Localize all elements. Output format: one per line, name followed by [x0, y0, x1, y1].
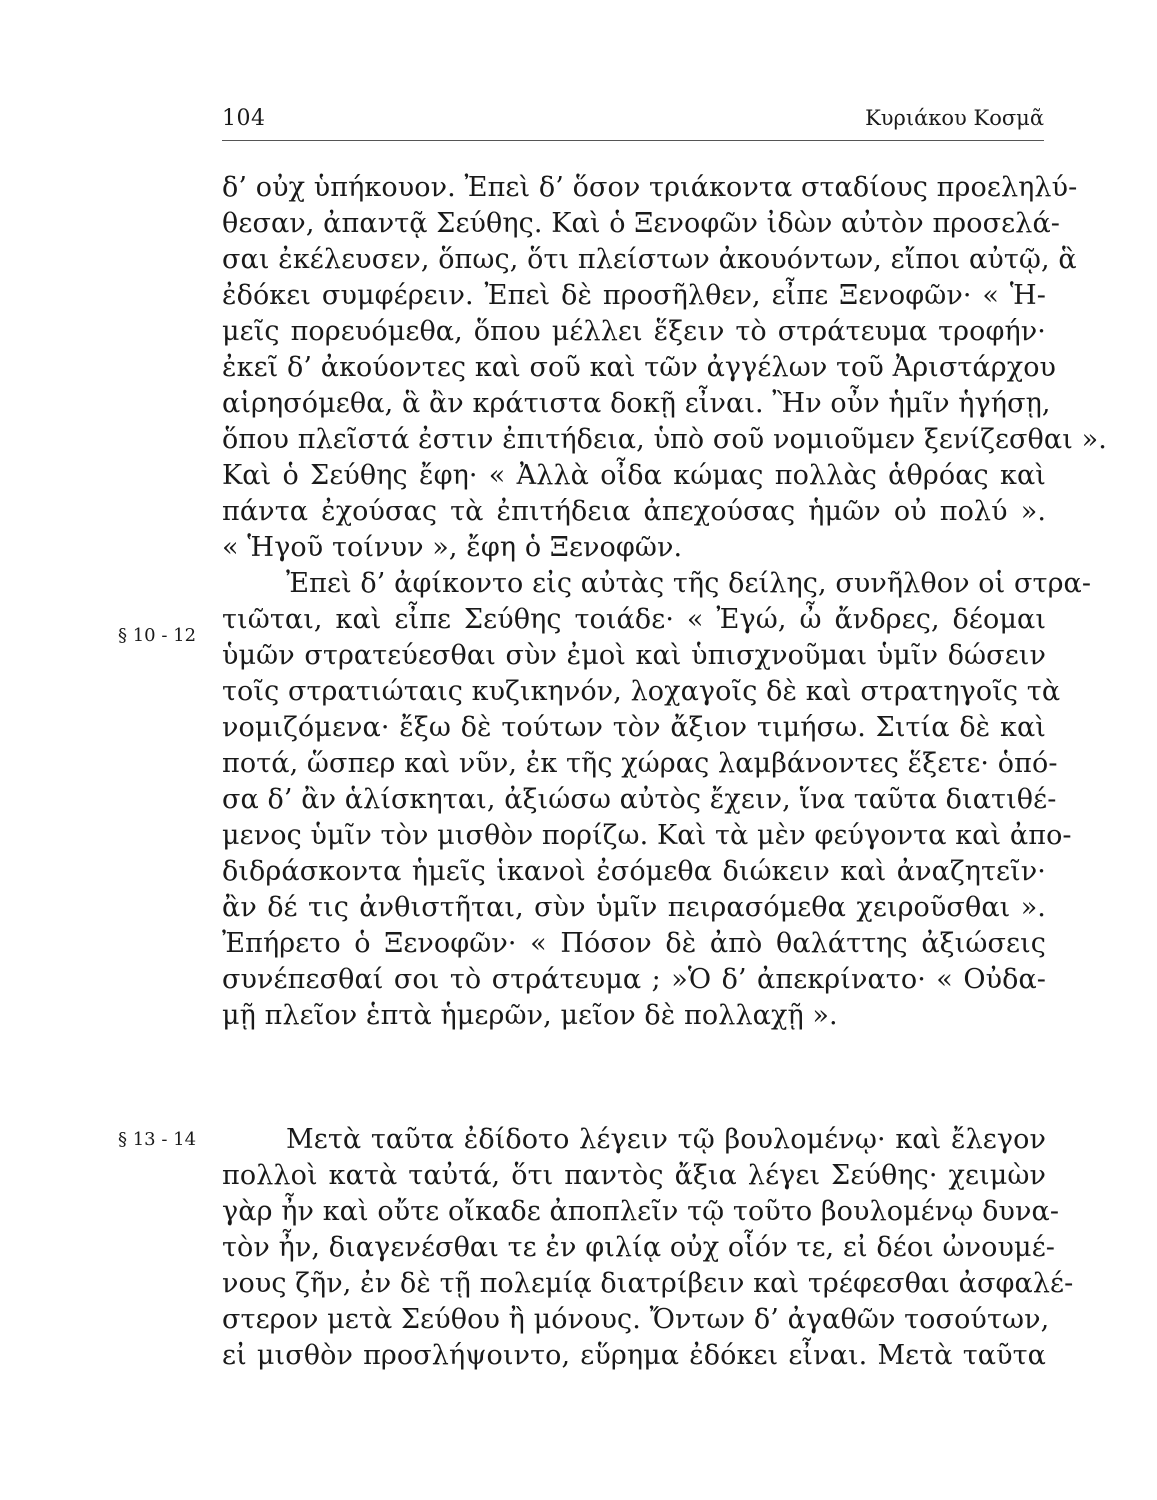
text-line: διδράσκοντα ἡμεῖς ἱκανοὶ ἐσόμεθα διώκειν καὶ ἀναζητεῖν·	[222, 856, 1046, 887]
margin-note-section-13-14: § 13 - 14	[118, 1129, 197, 1150]
text-line: τὸν ἦν, διαγενέσθαι τε ἐν φιλίᾳ οὐχ οἷόν τε, εἰ δέοι ὠνουμέ-	[222, 1232, 1056, 1263]
text-line: μενος ὑμῖν τὸν μισθὸν πορίζω. Καὶ τὰ μὲν φεύγοντα καὶ ἀπο-	[222, 820, 1072, 851]
text-line: σα δ’ ἂν ἁλίσκηται, ἀξιώσω αὐτὸς ἔχειν, ἵνα ταῦτα διατιθέ-	[222, 784, 1057, 815]
running-head: Κυριάκου Κοσμᾶ	[865, 106, 1044, 130]
text-line: ὑμῶν στρατεύεσθαι σὺν ἐμοὶ καὶ ὑπισχνοῦμαι ὑμῖν δώσειν	[222, 640, 1046, 671]
text-line: εἰ μισθὸν προσλήψοιντο, εὕρημα ἐδόκει εἶναι. Μετὰ ταῦτα	[222, 1340, 1046, 1371]
text-line: αἱρησόμεθα, ἃ ἂν κράτιστα δοκῇ εἶναι. Ἢν οὖν ἡμῖν ἡγήσῃ,	[222, 388, 1051, 419]
text-line: « Ἡγοῦ τοίνυν », ἔφη ὁ Ξενοφῶν.	[222, 532, 683, 563]
text-line: ἂν δέ τις ἀνθιστῆται, σὺν ὑμῖν πειρασόμεθα χειροῦσθαι ».	[222, 892, 1046, 923]
text-line: Ἐπήρετο ὁ Ξενοφῶν· « Πόσον δὲ ἀπὸ θαλάττης ἀξιώσεις	[222, 928, 1046, 959]
margin-note-section-10-12: § 10 - 12	[118, 625, 197, 646]
text-line: ὅπου πλεῖστά ἐστιν ἐπιτήδεια, ὑπὸ σοῦ νομιοῦμεν ξενίζεσθαι ».	[222, 424, 1107, 455]
text-line: πάντα ἐχούσας τὰ ἐπιτήδεια ἀπεχούσας ἡμῶν οὐ πολύ ».	[222, 496, 1046, 527]
text-line: πολλοὶ κατὰ ταὐτά, ὅτι παντὸς ἄξια λέγει Σεύθης· χειμὼν	[222, 1160, 1046, 1191]
text-line: θεσαν, ἀπαντᾷ Σεύθης. Καὶ ὁ Ξενοφῶν ἰδὼν αὐτὸν προσελά-	[222, 208, 1061, 239]
text-line: νομιζόμενα· ἔξω δὲ τούτων τὸν ἄξιον τιμήσω. Σιτία δὲ καὶ	[222, 712, 1046, 743]
text-line: Ἐπεὶ δ’ ἀφίκοντο εἰς αὐτὰς τῆς δείλης, συνῆλθον οἱ στρα-	[286, 568, 1092, 599]
text-line: δ’ οὐχ ὑπήκουον. Ἐπεὶ δ’ ὅσον τριάκοντα σταδίους προεληλύ-	[222, 172, 1078, 203]
page-number: 104	[222, 106, 266, 131]
text-line: τοῖς στρατιώταις κυζικηνόν, λοχαγοῖς δὲ καὶ στρατηγοῖς τὰ	[222, 676, 1061, 707]
text-line: ἐδόκει συμφέρειν. Ἐπεὶ δὲ προσῆλθεν, εἶπε Ξενοφῶν· « Ἡ-	[222, 280, 1046, 311]
text-line: ποτά, ὥσπερ καὶ νῦν, ἐκ τῆς χώρας λαμβάνοντες ἕξετε· ὁπό-	[222, 748, 1058, 779]
text-line: μῇ πλεῖον ἑπτὰ ἡμερῶν, μεῖον δὲ πολλαχῇ ».	[222, 1000, 838, 1031]
text-line: συνέπεσθαί σοι τὸ στράτευμα ; »Ὁ δ’ ἀπεκρίνατο· « Οὐδα-	[222, 964, 1046, 995]
text-line: ἐκεῖ δ’ ἀκούοντες καὶ σοῦ καὶ τῶν ἀγγέλων τοῦ Ἀριστάρχου	[222, 352, 1057, 383]
page-header	[222, 100, 1044, 141]
text-line: γὰρ ἦν καὶ οὔτε οἴκαδε ἀποπλεῖν τῷ τοῦτο βουλομένῳ δυνα-	[222, 1196, 1060, 1227]
text-line: Καὶ ὁ Σεύθης ἔφη· « Ἀλλὰ οἶδα κώμας πολλὰς ἁθρόας καὶ	[222, 460, 1046, 491]
text-line: στερον μετὰ Σεύθου ἢ μόνους. Ὄντων δ’ ἀγαθῶν τοσούτων,	[222, 1304, 1050, 1335]
text-line: μεῖς πορευόμεθα, ὅπου μέλλει ἕξειν τὸ στράτευμα τροφήν·	[222, 316, 1046, 347]
text-line: τιῶται, καὶ εἶπε Σεύθης τοιάδε· « Ἐγώ, ὦ ἄνδρες, δέομαι	[222, 604, 1046, 635]
text-line: Μετὰ ταῦτα ἐδίδοτο λέγειν τῷ βουλομένῳ· καὶ ἔλεγον	[286, 1124, 1046, 1155]
text-line: σαι ἐκέλευσεν, ὅπως, ὅτι πλείστων ἀκουόντων, εἴποι αὐτῷ, ἃ	[222, 244, 1077, 275]
text-line: νους ζῆν, ἐν δὲ τῇ πολεμίᾳ διατρίβειν καὶ τρέφεσθαι ἀσφαλέ-	[222, 1268, 1074, 1299]
